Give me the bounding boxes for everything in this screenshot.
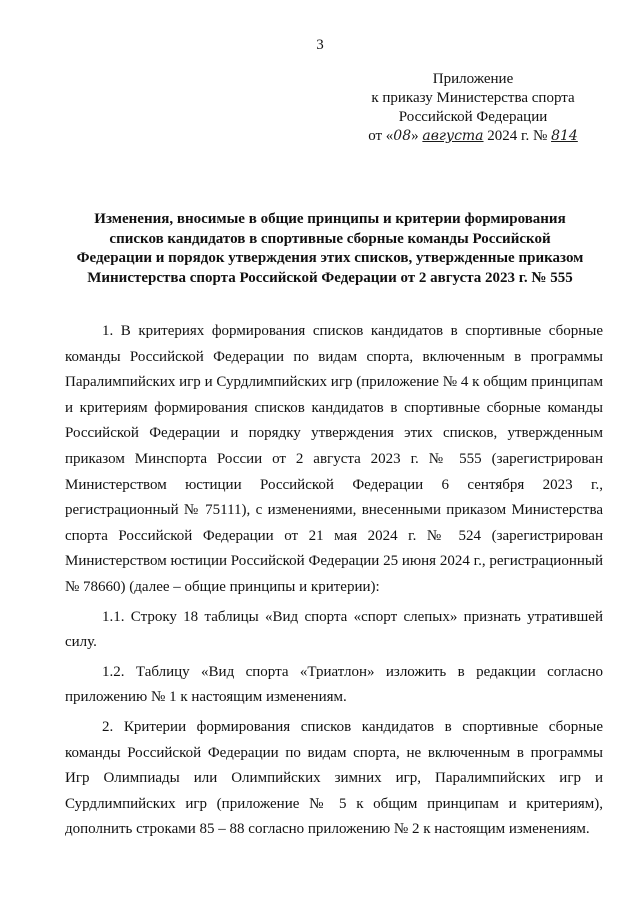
appendix-date-line (343, 127, 603, 146)
appendix-header (343, 70, 603, 146)
paragraph: 1.2. Таблицу «Вид спорта «Триатлон» изложить в редакции согласно приложению № 1 к настоящим изменениям. (65, 663, 603, 706)
date-quote-close: » (411, 128, 419, 144)
date-prefix: от « (368, 128, 394, 144)
handwritten-day: 08 (393, 128, 412, 144)
page-number: 3 (316, 37, 324, 53)
appendix-label: Приложение (432, 71, 514, 87)
appendix-federation: Российской Федерации (398, 109, 548, 125)
document-body (65, 319, 603, 843)
paragraph: 1. В критериях формирования списков кандидатов в спортивные сборные команды Российской Федерации по видам спорта, включенным в программы Паралимпийских игр и Сурдлимпийских игр (приложение № 4 к общим принципам и критериям формирования списков кандидатов в спортивные сборные команды Российской Федерации и порядку утверждения этих списков, утвержденным приказом Минспорта России от 2 августа 2023 г. № 555 (зарегистрирован Министерством юстиции Российской Федерации 6 сентября 2023 г., регистрационный № 75111), с изменениями, внесенными приказом Министерства спорта Российской Федерации от 21 мая 2024 г. № 524 (зарегистрирован Министерством юстиции Российской Федерации 25 июня 2024 г., регистрационный № 78660) (далее – общие принципы и критерии): (65, 323, 603, 595)
handwritten-number: 814 (551, 128, 578, 144)
document-title: Изменения, вносимые в общие принципы и критерии формирования списков кандидатов в спортивные сборные команды Российской Федерации и порядок утверждения этих списков, утвержденные приказом Министерства спорта Российской Федерации от 2 августа 2023 г. № 555 (76, 211, 584, 286)
appendix-order-ref: к приказу Министерства спорта (371, 90, 575, 106)
date-suffix: 2024 г. № (483, 128, 552, 144)
handwritten-month: августа (422, 128, 484, 144)
paragraph: 1.1. Строку 18 таблицы «Вид спорта «спорт слепых» признать утратившей силу. (65, 608, 603, 651)
paragraph: 2. Критерии формирования списков кандидатов в спортивные сборные команды Российской Федерации по видам спорта, не включенным в программы Игр Олимпиады или Олимпийских зимних игр, Паралимпийских игр и Сурдлимпийских игр (приложение № 5 к общим принципам и критериям), дополнить строками 85 – 88 согласно приложению № 2 к настоящим изменениям. (65, 718, 603, 838)
